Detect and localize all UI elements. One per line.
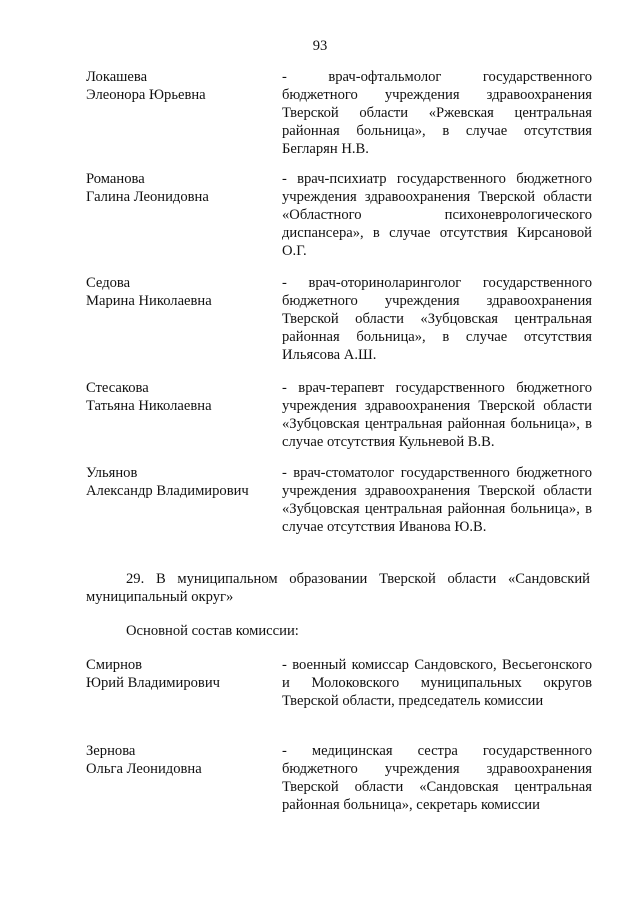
- member-position: - медицинская сестра государственного бюджетного учреждения здравоохранения Тверской области «Сандовская центральная районная больница», секретарь комиссии: [282, 743, 592, 813]
- member-surname: Стесакова: [86, 380, 149, 396]
- member-name: [86, 170, 276, 206]
- member-given-names: Александр Владимирович: [86, 483, 249, 499]
- page-number: 93: [312, 38, 328, 54]
- member-surname: Седова: [86, 275, 131, 291]
- member-name: [86, 379, 276, 415]
- member-given-names: Элеонора Юрьевна: [86, 87, 206, 103]
- member-position: - военный комиссар Сандовского, Весьегонского и Молоковского муниципальных округов Тверской области, председатель комиссии: [282, 657, 592, 709]
- main-composition-heading: Основной состав комиссии:: [126, 623, 299, 639]
- member-name: [86, 68, 276, 104]
- member-position: - врач-терапевт государственного бюджетного учреждения здравоохранения Тверской области «Зубцовская центральная районная больница», в случае отсутствия Кульневой В.В.: [282, 380, 592, 450]
- member-surname: Ульянов: [86, 465, 138, 481]
- member-name: [86, 274, 276, 310]
- member-surname: Романова: [86, 171, 145, 187]
- member-surname: Зернова: [86, 743, 136, 759]
- member-given-names: Марина Николаевна: [86, 293, 212, 309]
- member-name: [86, 742, 276, 778]
- member-given-names: Татьяна Николаевна: [86, 398, 212, 414]
- member-given-names: Юрий Владимирович: [86, 675, 220, 691]
- member-given-names: Галина Леонидовна: [86, 189, 209, 205]
- member-name: [86, 656, 276, 692]
- member-name: [86, 464, 276, 500]
- member-position: - врач-стоматолог государственного бюджетного учреждения здравоохранения Тверской области «Зубцовская центральная районная больница», в случае отсутствия Иванова Ю.В.: [282, 465, 592, 535]
- member-position: - врач-оториноларинголог государственного бюджетного учреждения здравоохранения Тверской области «Зубцовская центральная районная больница», в случае отсутствия Ильясова А.Ш.: [282, 275, 592, 363]
- member-position: - врач-психиатр государственного бюджетного учреждения здравоохранения Тверской области «Областного психоневрологического диспансера», в случае отсутствия Кирсановой О.Г.: [282, 171, 592, 259]
- member-given-names: Ольга Леонидовна: [86, 761, 202, 777]
- section-29-heading: 29. В муниципальном образовании Тверской области «Сандовский муниципальный округ»: [86, 571, 590, 605]
- member-surname: Локашева: [86, 69, 148, 85]
- member-position: - врач-офтальмолог государственного бюджетного учреждения здравоохранения Тверской области «Ржевская центральная районная больница», в случае отсутствия Бегларян Н.В.: [282, 69, 592, 157]
- member-surname: Смирнов: [86, 657, 143, 673]
